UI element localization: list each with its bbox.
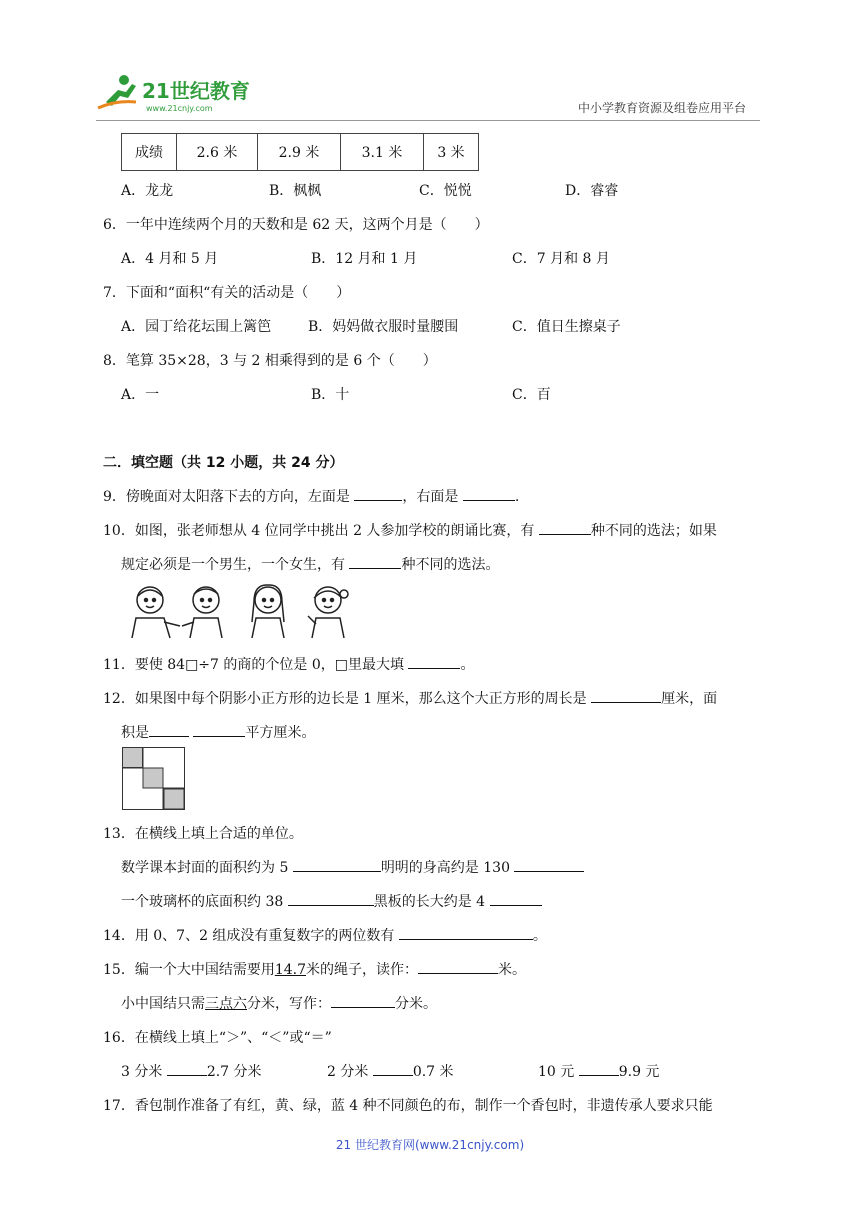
question-12-line2: [121, 722, 315, 742]
underlined-word: 三点六: [205, 996, 247, 1012]
option: B．枫枫: [269, 183, 322, 199]
text: 米的绳子，读作：: [306, 962, 418, 978]
text: 2.7 分米: [206, 1064, 262, 1080]
comparison-3: [538, 1061, 659, 1081]
answer-blank[interactable]: [167, 1061, 207, 1076]
option: C．悦悦: [419, 183, 472, 199]
text: 14．用 0、7、2 组成没有重复数字的两位数有: [103, 928, 395, 944]
logo-text: 21世纪教育: [142, 79, 250, 103]
text: 黑板的长大约是 4: [373, 894, 486, 910]
text: 10．如图，张老师想从 4 位同学中挑出 2 人参加学校的朗诵比赛，有: [103, 523, 535, 539]
option: C．值日生擦桌子: [512, 319, 621, 335]
answer-blank[interactable]: [331, 993, 395, 1008]
text: 分米，写作：: [247, 996, 331, 1012]
option: A．园丁给花坛围上篱笆: [121, 319, 272, 335]
question-12: [103, 688, 717, 708]
text: 11．要使 84□÷7 的商的个位是 0，□里最大填: [103, 657, 404, 673]
answer-blank[interactable]: [354, 486, 402, 501]
comparison-2: [327, 1061, 454, 1081]
option: C．7 月和 8 月: [512, 251, 610, 267]
boy-2-icon: [182, 587, 222, 638]
score-table: [121, 133, 479, 171]
text: 积是: [121, 725, 149, 741]
text: 。: [460, 657, 475, 673]
option: B．妈妈做衣服时量腰围: [308, 319, 459, 335]
text: 分米。: [395, 996, 437, 1012]
text: 明明的身高约是 130: [380, 860, 510, 876]
question-13-line1: [121, 857, 584, 877]
answer-blank[interactable]: [149, 722, 189, 737]
question-17: 17．香包制作准备了有红，黄、绿，蓝 4 种不同颜色的布，制作一个香包时，非遗传承人要求只能: [103, 1098, 713, 1114]
question-15: [103, 959, 526, 979]
option: B．12 月和 1 月: [311, 251, 418, 267]
text: 12．如果图中每个阴影小正方形的边长是 1 厘米，那么这个大正方形的周长是: [103, 691, 587, 707]
header-divider: [96, 120, 760, 121]
question-14: [103, 925, 547, 945]
text: ，右面是: [402, 489, 459, 505]
question-13-line2: [121, 891, 542, 911]
table-cell: 2.9 米: [258, 134, 341, 171]
option: C．百: [512, 387, 551, 403]
table-cell: 3.1 米: [341, 134, 424, 171]
text: 2 分米: [327, 1064, 369, 1080]
text: 厘米，面: [661, 691, 718, 707]
table-cell: 成绩: [122, 134, 177, 171]
text: 数学课本封面的面积约为 5: [121, 860, 289, 876]
text: 米。: [498, 962, 526, 978]
runner-icon: [98, 75, 136, 108]
boy-1-icon: [132, 587, 180, 638]
logo: [96, 72, 266, 116]
answer-blank[interactable]: [539, 520, 591, 535]
question-9: [103, 486, 519, 506]
answer-blank[interactable]: [463, 486, 515, 501]
answer-blank[interactable]: [288, 891, 374, 906]
text: 15．编一个大中国结需要用: [103, 962, 275, 978]
table-row: [122, 134, 479, 171]
answer-blank[interactable]: [193, 722, 245, 737]
question-stem: 6．一年中连续两个月的天数和是 62 天，这两个月是（ ）: [103, 217, 489, 233]
option: D．睿睿: [565, 183, 619, 199]
option: A．一: [121, 387, 160, 403]
students-illustration: [122, 582, 360, 640]
text: 种不同的选法；如果: [590, 523, 717, 539]
answer-blank[interactable]: [349, 554, 401, 569]
answer-blank[interactable]: [591, 688, 661, 703]
answer-blank[interactable]: [408, 654, 460, 669]
text: 9.9 元: [618, 1064, 660, 1080]
girl-2-icon: [308, 587, 348, 638]
section-title: 二．填空题（共 12 小题，共 24 分）: [103, 455, 344, 471]
question-15-line2: [121, 993, 437, 1013]
comparison-1: [121, 1061, 262, 1081]
answer-blank[interactable]: [579, 1061, 619, 1076]
question-stem: 13．在横线上填上合适的单位。: [103, 826, 303, 842]
answer-blank[interactable]: [418, 959, 498, 974]
text: 9．傍晚面对太阳落下去的方向，左面是: [103, 489, 350, 505]
header-platform-text: 中小学教育资源及组卷应用平台: [578, 101, 747, 115]
question-10-line2: [121, 554, 499, 574]
question-11: [103, 654, 474, 674]
footer-link[interactable]: 21 世纪教育网(www.21cnjy.com): [335, 1138, 525, 1152]
text: 小中国结只需: [121, 996, 205, 1012]
text: 规定必须是一个男生，一个女生，有: [121, 557, 345, 573]
answer-blank[interactable]: [373, 1061, 413, 1076]
text: 3 分米: [121, 1064, 163, 1080]
table-cell: 3 米: [424, 134, 479, 171]
text: 一个玻璃杯的底面积约 38: [121, 894, 284, 910]
underlined-number: 14.7: [274, 962, 306, 978]
square-grid-figure: [122, 747, 186, 811]
answer-blank[interactable]: [399, 925, 533, 940]
answer-blank[interactable]: [490, 891, 542, 906]
text: .: [514, 489, 520, 505]
question-stem: 7．下面和“面积“有关的活动是（ ）: [103, 285, 351, 301]
option: A．4 月和 5 月: [121, 251, 219, 267]
question-10: [103, 520, 717, 540]
question-stem: 8．笔算 35×28，3 与 2 相乘得到的是 6 个（ ）: [103, 353, 437, 369]
text: 种不同的选法。: [401, 557, 500, 573]
text: 。: [532, 928, 547, 944]
text: 10 元: [538, 1064, 575, 1080]
logo-url: www.21cnjy.com: [146, 104, 213, 113]
answer-blank[interactable]: [293, 857, 381, 872]
answer-blank[interactable]: [514, 857, 584, 872]
option: B．十: [311, 387, 350, 403]
question-stem: 16．在横线上填上“＞”、“＜”或“＝”: [103, 1030, 332, 1046]
table-cell: 2.6 米: [177, 134, 258, 171]
text: 平方厘米。: [245, 725, 316, 741]
option: A．龙龙: [121, 183, 174, 199]
girl-1-icon: [252, 585, 284, 638]
text: 0.7 米: [412, 1064, 454, 1080]
